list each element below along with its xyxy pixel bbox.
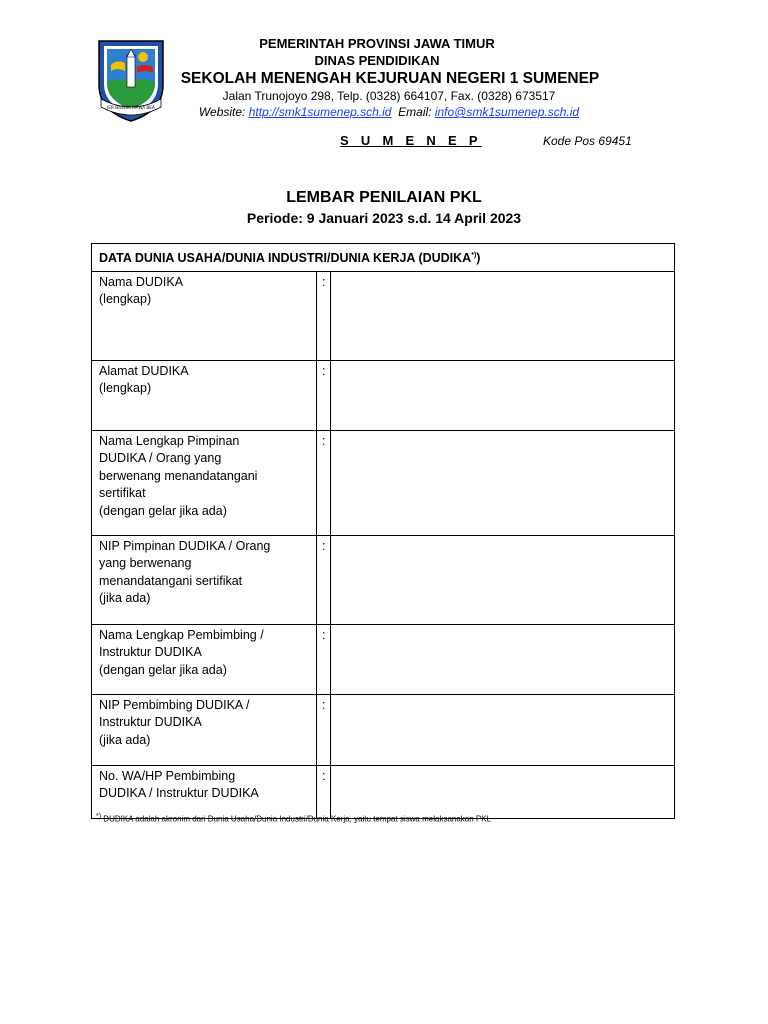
section-title-close: ) — [476, 251, 481, 266]
form-row-label — [92, 535, 317, 624]
footnote-mark: *) — [471, 252, 477, 259]
website-link[interactable]: http://smk1sumenep.sch.id — [248, 105, 392, 119]
form-row-label — [92, 271, 317, 360]
form-row — [92, 360, 675, 430]
form-row-label-line: No. WA/HP Pembimbing — [99, 768, 236, 783]
form-row-label-line: Nama Lengkap Pembimbing / — [99, 627, 264, 642]
dudika-form-table — [91, 243, 675, 819]
form-row-value-field[interactable] — [331, 360, 675, 430]
form-row-colon: : — [317, 535, 331, 624]
form-row-label — [92, 624, 317, 694]
form-row — [92, 765, 675, 818]
form-row-label-line: Nama Lengkap Pimpinan — [99, 433, 240, 448]
city-name: S U M E N E P — [340, 133, 482, 148]
form-row-colon: : — [317, 624, 331, 694]
form-row-label-line: (lengkap) — [99, 292, 152, 307]
form-row-colon: : — [317, 271, 331, 360]
form-row — [92, 430, 675, 535]
section-title-text: DATA DUNIA USAHA/DUNIA INDUSTRI/DUNIA KERJA (DUDIKA — [99, 251, 472, 266]
form-section-title — [92, 244, 675, 272]
form-row-label-line: menandatangani sertifikat — [99, 573, 243, 588]
form-row-label-line: DUDIKA / Orang yang — [99, 451, 222, 466]
form-header-row — [92, 244, 675, 272]
form-row-label-line: Instruktur DUDIKA — [99, 715, 202, 730]
government-name: PEMERINTAH PROVINSI JAWA TIMUR — [259, 36, 495, 51]
form-row-colon: : — [317, 694, 331, 765]
form-row — [92, 694, 675, 765]
form-row-value-field[interactable] — [331, 765, 675, 818]
form-row-colon: : — [317, 430, 331, 535]
form-row-label-line: (dengan gelar jika ada) — [99, 662, 227, 677]
form-row — [92, 624, 675, 694]
form-row-value-field[interactable] — [331, 271, 675, 360]
form-row-label-line: DUDIKA / Instruktur DUDIKA — [99, 786, 259, 801]
form-row-label — [92, 765, 317, 818]
form-row-label — [92, 430, 317, 535]
contact-line — [5, 105, 768, 119]
school-name: SEKOLAH MENENGAH KEJURUAN NEGERI 1 SUMENEP — [180, 70, 600, 87]
form-row-label — [92, 360, 317, 430]
form-row-label-line: sertifikat — [99, 486, 146, 501]
form-row-label-line: Instruktur DUDIKA — [99, 645, 202, 660]
form-row-label-line: (lengkap) — [99, 381, 152, 396]
form-row-label-line: NIP Pembimbing DUDIKA / — [99, 697, 250, 712]
form-row-label-line: (jika ada) — [99, 732, 151, 747]
form-row-label — [92, 694, 317, 765]
website-label: Website: — [198, 105, 246, 119]
form-row-label-line: (jika ada) — [99, 591, 151, 606]
form-row-colon: : — [317, 765, 331, 818]
form-row-value-field[interactable] — [331, 535, 675, 624]
footnote-text: DUDIKA adalah akronim dari Dunia Usaha/Dunia Industri/Dunia Kerja, yaitu tempat siswa melaksanakan PKL — [101, 814, 492, 824]
document-title: LEMBAR PENILAIAN PKL — [286, 189, 482, 206]
form-row-label-line: NIP Pimpinan DUDIKA / Orang — [99, 538, 271, 553]
footnote-mark: *) — [96, 813, 102, 820]
department-name: DINAS PENDIDIKAN — [314, 53, 440, 68]
form-row-label-line: (dengan gelar jika ada) — [99, 503, 227, 518]
logo-motto: JER BASUKI MAWA BEA — [107, 105, 155, 110]
email-label: Email: — [398, 105, 432, 119]
form-row-label-line: Nama DUDIKA — [99, 274, 184, 289]
form-row-label-line: yang berwenang — [99, 556, 192, 571]
document-period: Periode: 9 Januari 2023 s.d. 14 April 2023 — [246, 210, 522, 226]
form-row-value-field[interactable] — [331, 624, 675, 694]
form-row-label-line: berwenang menandatangani — [99, 468, 258, 483]
form-row-value-field[interactable] — [331, 430, 675, 535]
email-link[interactable]: info@smk1sumenep.sch.id — [434, 105, 580, 119]
school-address: Jalan Trunojoyo 298, Telp. (0328) 664107, Fax. (0328) 673517 — [222, 89, 556, 103]
form-row — [92, 535, 675, 624]
form-row-value-field[interactable] — [331, 694, 675, 765]
footnote — [96, 813, 491, 824]
postal-code: Kode Pos 69451 — [543, 134, 632, 148]
form-row-colon: : — [317, 360, 331, 430]
form-row-label-line: Alamat DUDIKA — [99, 363, 189, 378]
form-row — [92, 271, 675, 360]
